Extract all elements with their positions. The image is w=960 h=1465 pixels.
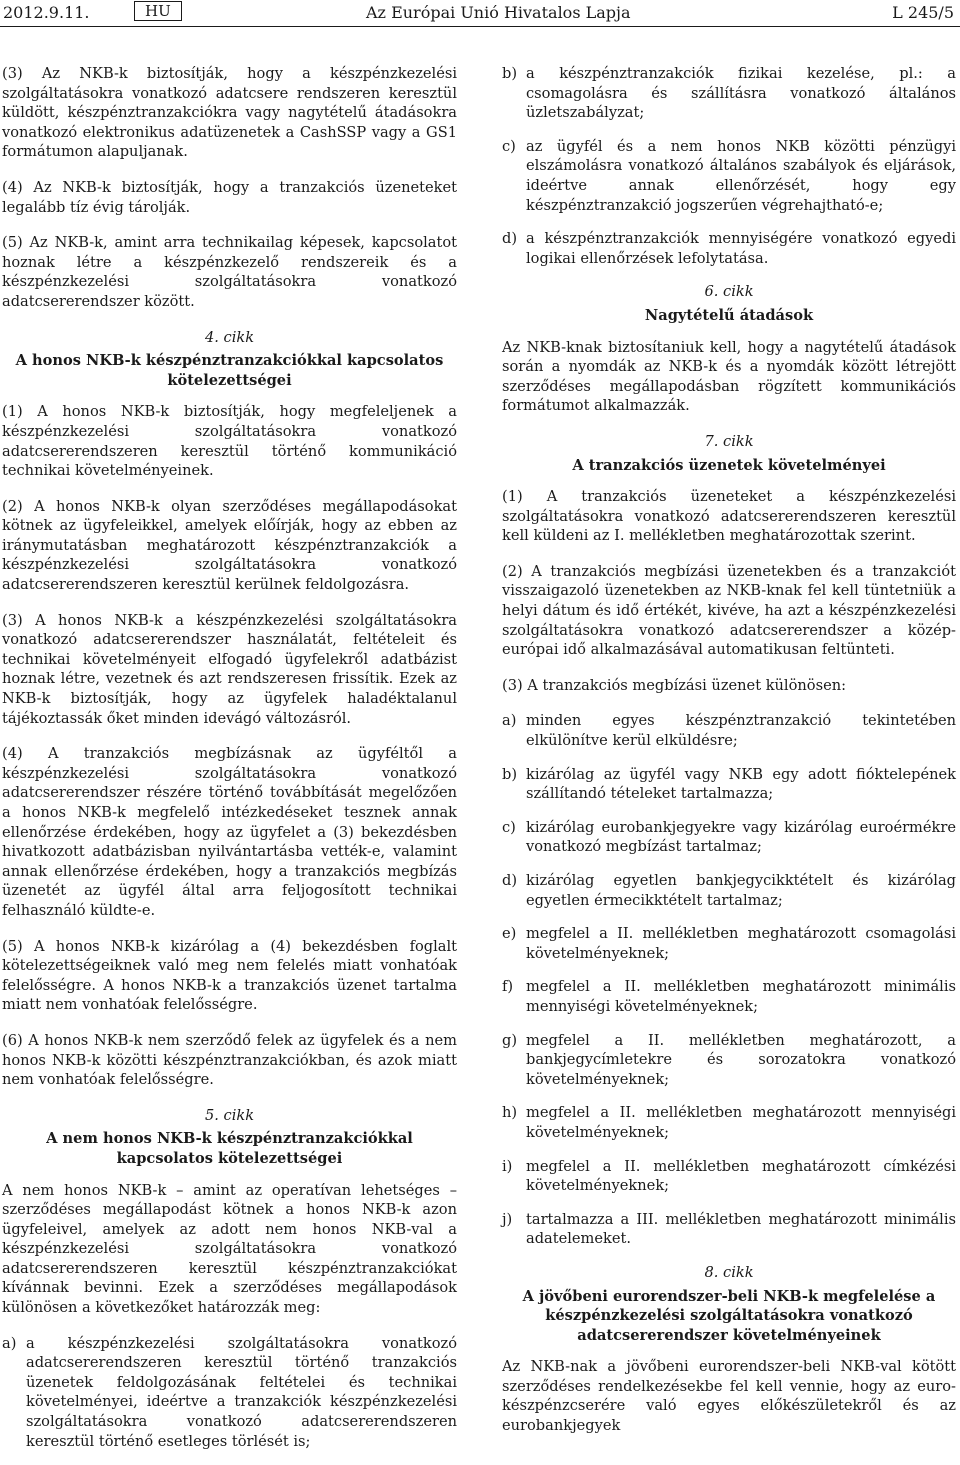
article-title: A jövőbeni eurorendszer-beli NKB-k megfelelése a készpénzkezelési szolgáltatásokra vonatkozó adatcsererendszer követelményeinek	[522, 1287, 936, 1344]
paragraph: (4) Az NKB-k biztosítják, hogy a tranzakciós üzeneteket legalább tíz évig tárolják.	[2, 178, 457, 216]
list-item-text: minden egyes készpénztranzakció tekintetében elkülönítve kerül elküldésre;	[526, 712, 956, 750]
paragraph: (5) A honos NKB-k kizárólag a (4) bekezdésben foglalt kötelezettségeiknek való meg nem felelés miatt vonhatóak felelősségre. A honos NKB-k a tranzakciós üzenet tartalma miatt nem vonhatóak felelősségre.	[2, 937, 457, 1014]
list-item-label: b)	[502, 65, 518, 82]
list-item-text: megfelel a II. mellékletben meghatározott csomagolási követelményeknek;	[526, 925, 956, 962]
list-item-label: f)	[502, 978, 514, 996]
article-title: Nagytételű átadások	[644, 306, 814, 324]
list-item-label: b)	[502, 765, 518, 783]
paragraph: A nem honos NKB-k – amint az operatívan lehetséges – szerződéses megállapodást kötnek a honos NKB-k azon ügyfeleivel, amelyek az adott nem honos NKB-val a készpénzkezelési szolgáltatásokra vonatkozó adatcsererendszeren keresztül készpénztranzakciókat kívánnak bevinni. Ezek a szerződéses megállapodások különösen a következőket határozzák meg:	[2, 1181, 457, 1317]
paragraph: (5) Az NKB-k, amint arra technikailag képesek, kapcsolatot hoznak létre a készpénzkezelő rendszereik és a készpénzkezelési szolgáltatásokra vonatkozó adatcsererendszer között.	[2, 234, 457, 310]
article-number: 8. cikk	[704, 1263, 754, 1281]
list-item-text: kizárólag eurobankjegyekre vagy kizárólag euroérmékre vonatkozó megbízást tartalmaz;	[526, 818, 956, 856]
article-title: A honos NKB-k készpénztranzakciókkal kapcsolatos kötelezettségei	[15, 352, 444, 389]
list-item	[502, 64, 956, 123]
list-item-text: a készpénztranzakciók fizikai kezelése, pl.: a csomagolásra és szállításra vonatkozó általános üzletszabályzat;	[526, 65, 956, 122]
journal-title: Az Európai Unió Hivatalos Lapja	[366, 3, 631, 22]
list-item	[502, 1157, 956, 1196]
right-column	[502, 64, 956, 1452]
list-item-label: j)	[502, 1210, 513, 1228]
list-item	[502, 711, 956, 750]
list-item	[502, 229, 956, 268]
list-item-text: a készpénztranzakciók mennyiségére vonatkozó egyedi logikai ellenőrzések lefolytatása.	[526, 230, 956, 267]
list-item-text: az ügyfél és a nem honos NKB közötti pénzügyi elszámolásra vonatkozó általános szabályok és eljárások, ideértve annak ellenőrzését, hogy egy készpénztranzakció jogszerűen végrehajtható-e;	[526, 137, 956, 214]
paragraph: (1) A tranzakciós üzeneteket a készpénzkezelési szolgáltatásokra vonatkozó adatcsererendszeren keresztül kell küldeni az I. mellékletben meghatározottak szerint.	[502, 488, 956, 545]
article-title: A tranzakciós üzenetek követelményei	[572, 456, 886, 474]
paragraph: (4) A tranzakciós megbízásnak az ügyféltől a készpénzkezelési szolgáltatásokra vonatkozó adatcsererendszer részére történő továbbítását megelőzően a honos NKB-k megfelelő intézkedéseket tesznek annak ellenőrzése érdekében, hogy az ügyfelet a (3) bekezdésben hivatkozott adatbázisban nyilvántartásba vették-e, valamint annak ellenőrzése érdekében, hogy a tranzakciós megbízás üzenetét az ügyfél által arra feljogosított technikai felhasználó küldte-e.	[2, 745, 457, 919]
article-number: 7. cikk	[704, 432, 754, 450]
article-number: 5. cikk	[204, 1106, 255, 1124]
article-title: A nem honos NKB-k készpénztranzakciókkal kapcsolatos kötelezettségei	[46, 1130, 413, 1167]
list-item-text: tartalmazza a III. mellékletben meghatározott minimális adatelemeket.	[526, 1210, 956, 1248]
list-item	[502, 137, 956, 215]
list-item	[502, 1031, 956, 1090]
list-item-text: a készpénzkezelési szolgáltatásokra vonatkozó adatcsererendszeren keresztül történő tranzakciós üzenetek feldolgozásának feltételei és technikai követelményei, ideértve a tranzakciók készpénzkezelési szolgáltatásokra vonatkozó adatcsererendszeren keresztül történő esetleges törlését is;	[26, 1334, 457, 1450]
left-column	[2, 64, 457, 1465]
list-item	[502, 924, 956, 963]
list-item-label: d)	[502, 872, 518, 889]
requirements-list	[502, 711, 956, 1248]
list-item-label: a)	[502, 712, 517, 730]
list-item-text: megfelel a II. mellékletben meghatározott mennyiségi követelményeknek;	[526, 1104, 956, 1141]
list-item-text: megfelel a II. mellékletben meghatározott címkézési követelményeknek;	[526, 1157, 956, 1195]
list-item-label: a)	[2, 1334, 17, 1352]
list-item-label: h)	[502, 1104, 518, 1122]
list-item	[502, 818, 956, 857]
language-badge: HU	[134, 1, 182, 21]
header-divider	[0, 26, 960, 27]
paragraph: (3) Az NKB-k biztosítják, hogy a készpénzkezelési szolgáltatásokra vonatkozó adatcsere rendszeren keresztül küldött, készpénztranzakciókra vagy nagytételű átadásokra vonatkozó elektronikus adatüzenetek a CashSSP vagy a GS1 formátumon alapuljanak.	[2, 65, 457, 161]
list-item	[502, 977, 956, 1016]
list-item-text: kizárólag egyetlen bankjegycikktételt és kizárólag egyetlen érmecikktételt tartalmaz;	[526, 872, 956, 909]
list-item	[2, 1334, 457, 1452]
paragraph: (3) A honos NKB-k a készpénzkezelési szolgáltatásokra vonatkozó adatcsererendszer használatát, feltételeit és technikai követelményeit elfogadó ügyfelekről adatbázist hoznak létre, vezetnek és azt rendszeresen frissítik. Ezek az NKB-k biztosítják, hogy az ügyfelek haladéktalanul tájékoztassák őket minden idevágó változásról.	[2, 611, 457, 727]
paragraph: (6) A honos NKB-k nem szerződő felek az ügyfelek és a nem honos NKB-k közötti készpénztranzakciókban, és azok miatt nem vonhatóak felelősségre.	[2, 1031, 457, 1089]
paragraph: (3) A tranzakciós megbízási üzenet különösen:	[502, 676, 847, 694]
page-number: L 245/5	[892, 3, 954, 22]
paragraph: Az NKB-nak a jövőbeni eurorendszer-beli NKB-val kötött szerződéses rendelkezésekbe fel kell vennie, hogy az euro-készpénzcserére való egyes előkészületekről és az eurobankjegyek	[502, 1358, 956, 1435]
list-item-label: i)	[502, 1157, 513, 1175]
list-item-text: megfelel a II. mellékletben meghatározott minimális mennyiségi követelményeknek;	[526, 978, 956, 1015]
list-item-label: e)	[502, 925, 517, 943]
article-number: 4. cikk	[204, 328, 255, 346]
paragraph: Az NKB-knak biztosítaniuk kell, hogy a nagytételű átadások során a nyomdák az NKB-k és a nyomdák között létrejött szerződéses megállapodásban rögzített kommunikációs formátumot alkalmazzák.	[502, 338, 956, 415]
list-item-label: g)	[502, 1031, 518, 1049]
list-item-text: megfelel a II. mellékletben meghatározott, a bankjegycímletekre és sorozatokra vonatkozó követelményeknek;	[526, 1031, 956, 1088]
paragraph: (2) A tranzakciós megbízási üzenetekben és a tranzakciót visszaigazoló üzenetekben az NKB-knak fel kell tüntetniük a helyi dátum és idő értékét, kivéve, ha azt a készpénzkezelési szolgáltatásokra vonatkozó adatcsererendszer a közép-európai idő alkalmazásával automatikusan feltünteti.	[502, 562, 956, 659]
article-number: 6. cikk	[704, 283, 754, 301]
list-item-label: c)	[502, 137, 516, 155]
list-item-label: d)	[502, 230, 518, 248]
list-item-text: kizárólag az ügyfél vagy NKB egy adott fióktelepének szállítandó tételeket tartalmazza;	[526, 765, 956, 803]
list-item-label: c)	[502, 818, 516, 836]
list-item	[502, 1210, 956, 1249]
publication-date: 2012.9.11.	[3, 3, 90, 22]
paragraph: (1) A honos NKB-k biztosítják, hogy megfeleljenek a készpénzkezelési szolgáltatásokra vonatkozó adatcsererendszeren keresztül történő kommunikáció technikai követelményeinek.	[2, 403, 457, 480]
paragraph: (2) A honos NKB-k olyan szerződéses megállapodásokat kötnek az ügyfeleikkel, amelyek előírják, hogy az ebben az iránymutatásban meghatározott készpénztranzakciók a készpénzkezelési szolgáltatásokra vonatkozó adatcsererendszeren keresztül kerülnek feldolgozásra.	[2, 497, 457, 594]
list-item	[502, 1103, 956, 1142]
list-item	[502, 871, 956, 910]
list-item	[502, 765, 956, 804]
